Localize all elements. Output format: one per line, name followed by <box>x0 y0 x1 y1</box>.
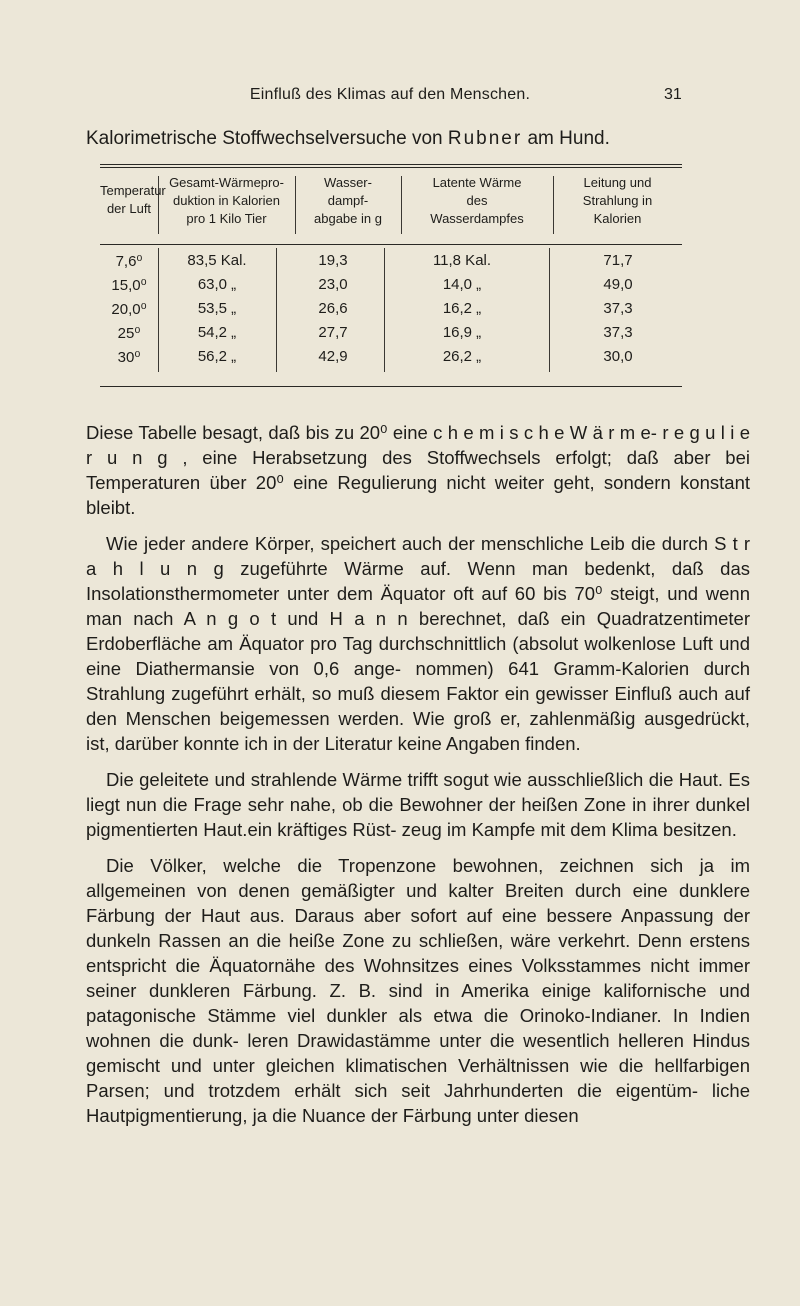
table-row: 20,0⁰ 53,5 „ 26,6 16,2 „ 37,3 <box>111 300 633 318</box>
table-row: 7,6⁰ 83,5 Kal. 19,3 11,8 Kal. 71,7 <box>115 252 633 270</box>
table-row: 25⁰ 54,2 „ 27,7 16,9 „ 37,3 <box>117 324 633 342</box>
paragraph: Diese Tabelle besagt, daß bis zu 20⁰ eine c h e m i s c h e W ä r m e- r e g u l i e r u n g , eine Herabsetzung des Stoffwechsels erfolgt; daß aber bei Temperaturen über 20⁰ eine Regulierung nicht weiter geht, sondern konstant bleibt. <box>86 422 750 518</box>
table-heading <box>86 128 746 150</box>
heading-prefix: Kalorimetrische Stoffwechselversuche von <box>86 128 448 149</box>
header-heat-production: Gesamt-Wärmepro- duktion in Kalorien pro 1 Kilo Tier <box>169 175 284 226</box>
paragraph: Die Völker, welche die Tropenzone bewohnen, zeichnen sich ja im allgemeinen von denen gemäßigter und kalter Breiten durch eine dunklere Färbung der Haut aus. Daraus aber sofort auf eine bessere Anpassung der dunkeln Rassen an die heiße Zone zu schließen, wäre verkehrt. Denn erstens entspricht die Äquatornähe des Wohnsitzes eines Volksstammes nicht immer seiner dunkleren Färbung. Z. B. sind in Amerika einige kalifornische und patagonische Stämme viel dunkler als etwa die Orinoko-Indianer. In Indien wohnen die dunk- leren Drawidastämme unter die wesentlich helleren Hindus gemischt und unter gleichen klimatischen Verhältnissen wie die hellfarbigen Parsen; und trotzdem erhält sich seit Jahrhunderten die eigentüm- liche Hautpigmentierung, ja die Nuance der Färbung unter diesen <box>86 855 750 1126</box>
body-text <box>86 420 750 1139</box>
running-head <box>0 86 800 110</box>
paragraph: Wie jeder andeɾe Körper, speichert auch der menschliche Leib die durch S t r a h l u n g zugeführte Wärme auf. Wenn man bedenkt, daß das Insolationsthermometer unter dem Äquator oft auf 60 bis 70⁰ steigt, und wenn man nach A n g o t und H a n n berechnet, daß ein Quadratzentimeter Erdoberfläche am Äquator pro Tag durchschnittlich (absolut wolkenlose Luft und eine Diathermansie von 0,6 ange- nommen) 641 Gramm-Kalorien durch Strahlung zugeführt erhält, so muß diesem Faktor ein gewisser Einfluß auch auf den Menschen beigemessen werden. Wie groß er, zahlenmäßig ausgedrückt, ist, darüber konnte ich in der Literatur keine Angaben finden. <box>86 533 750 754</box>
page-number: 31 <box>664 86 682 103</box>
table-row: 30⁰ 56,2 „ 42,9 26,2 „ 30,0 <box>117 348 633 366</box>
table-row: 15,0⁰ 63,0 „ 23,0 14,0 „ 49,0 <box>111 276 633 294</box>
heading-suffix: am Hund. <box>522 128 610 149</box>
header-temperature: Temperatur der Luft <box>100 183 166 216</box>
data-table <box>100 164 682 400</box>
header-rule <box>100 244 682 245</box>
paragraph: Die geleitete und strahlende Wärme trifft sogut wie ausschließlich die Haut. Es liegt nun die Frage sehr nahe, ob die Bewohner der heißen Zone in ihrer dunkel pigmentierten Haut.ein kräftiges Rüst- zeug im Kampfe mit dem Klima besitzen. <box>86 769 750 840</box>
header-latent-heat: Latente Wärme des Wasserdampfes <box>430 175 524 226</box>
heading-author: Rubner <box>447 128 523 149</box>
table-bottom-rule <box>100 386 682 387</box>
header-conduction-radiation: Leitung und Strahlung in Kalorien <box>582 175 653 226</box>
header-water-vapour: Wasser- dampf- abgabe in g <box>314 175 382 226</box>
running-title: Einfluß des Klimas auf den Menschen. <box>249 86 531 103</box>
